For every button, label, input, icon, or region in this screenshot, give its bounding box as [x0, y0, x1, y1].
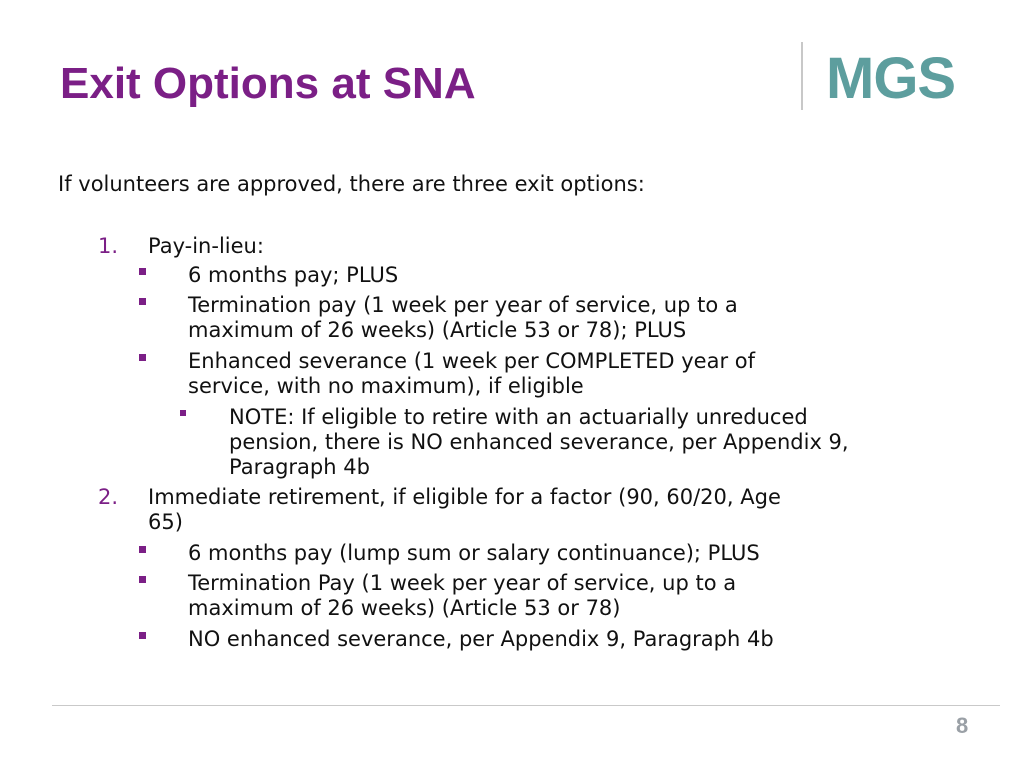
note-line-1: NOTE: If eligible to retire with an actuarially unreduced [229, 405, 808, 429]
bullet-icon [139, 354, 146, 361]
sub-bullet-icon [180, 410, 186, 416]
bullet-icon [139, 576, 146, 583]
mgs-logo: MGS [826, 46, 956, 111]
option-2-heading-line-1: Immediate retirement, if eligible for a factor (90, 60/20, Age [148, 485, 781, 509]
option-1-bullet-3-line-2: service, with no maximum), if eligible [188, 374, 584, 398]
option-1-bullet-3-line-1: Enhanced severance (1 week per COMPLETED year of [188, 349, 755, 373]
option-1-bullet-1: 6 months pay; PLUS [188, 263, 399, 287]
option-2-bullet-1: 6 months pay (lump sum or salary continuance); PLUS [188, 541, 760, 565]
option-2-bullet-3: NO enhanced severance, per Appendix 9, Paragraph 4b [188, 627, 774, 651]
option-1-number: 1. [98, 234, 119, 258]
intro-text: If volunteers are approved, there are three exit options: [58, 172, 645, 196]
option-2-heading-line-2: 65) [148, 510, 183, 534]
option-2-number: 2. [98, 485, 119, 509]
bullet-icon [139, 268, 146, 275]
logo-divider [801, 42, 803, 110]
bullet-icon [139, 546, 146, 553]
option-2-bullet-2-line-1: Termination Pay (1 week per year of service, up to a [188, 571, 737, 595]
page-number: 8 [956, 713, 969, 738]
option-1-bullet-2-line-2: maximum of 26 weeks) (Article 53 or 78); PLUS [188, 318, 687, 342]
option-1-heading: Pay-in-lieu: [148, 234, 264, 258]
option-1-bullet-2-line-1: Termination pay (1 week per year of service, up to a [188, 293, 738, 317]
footer-divider [52, 705, 1000, 706]
bullet-icon [139, 298, 146, 305]
option-2-bullet-2-line-2: maximum of 26 weeks) (Article 53 or 78) [188, 596, 621, 620]
note-line-2: pension, there is NO enhanced severance, per Appendix 9, [229, 430, 849, 454]
note-line-3: Paragraph 4b [229, 455, 370, 479]
slide-title: Exit Options at SNA [60, 59, 476, 108]
bullet-icon [139, 632, 146, 639]
